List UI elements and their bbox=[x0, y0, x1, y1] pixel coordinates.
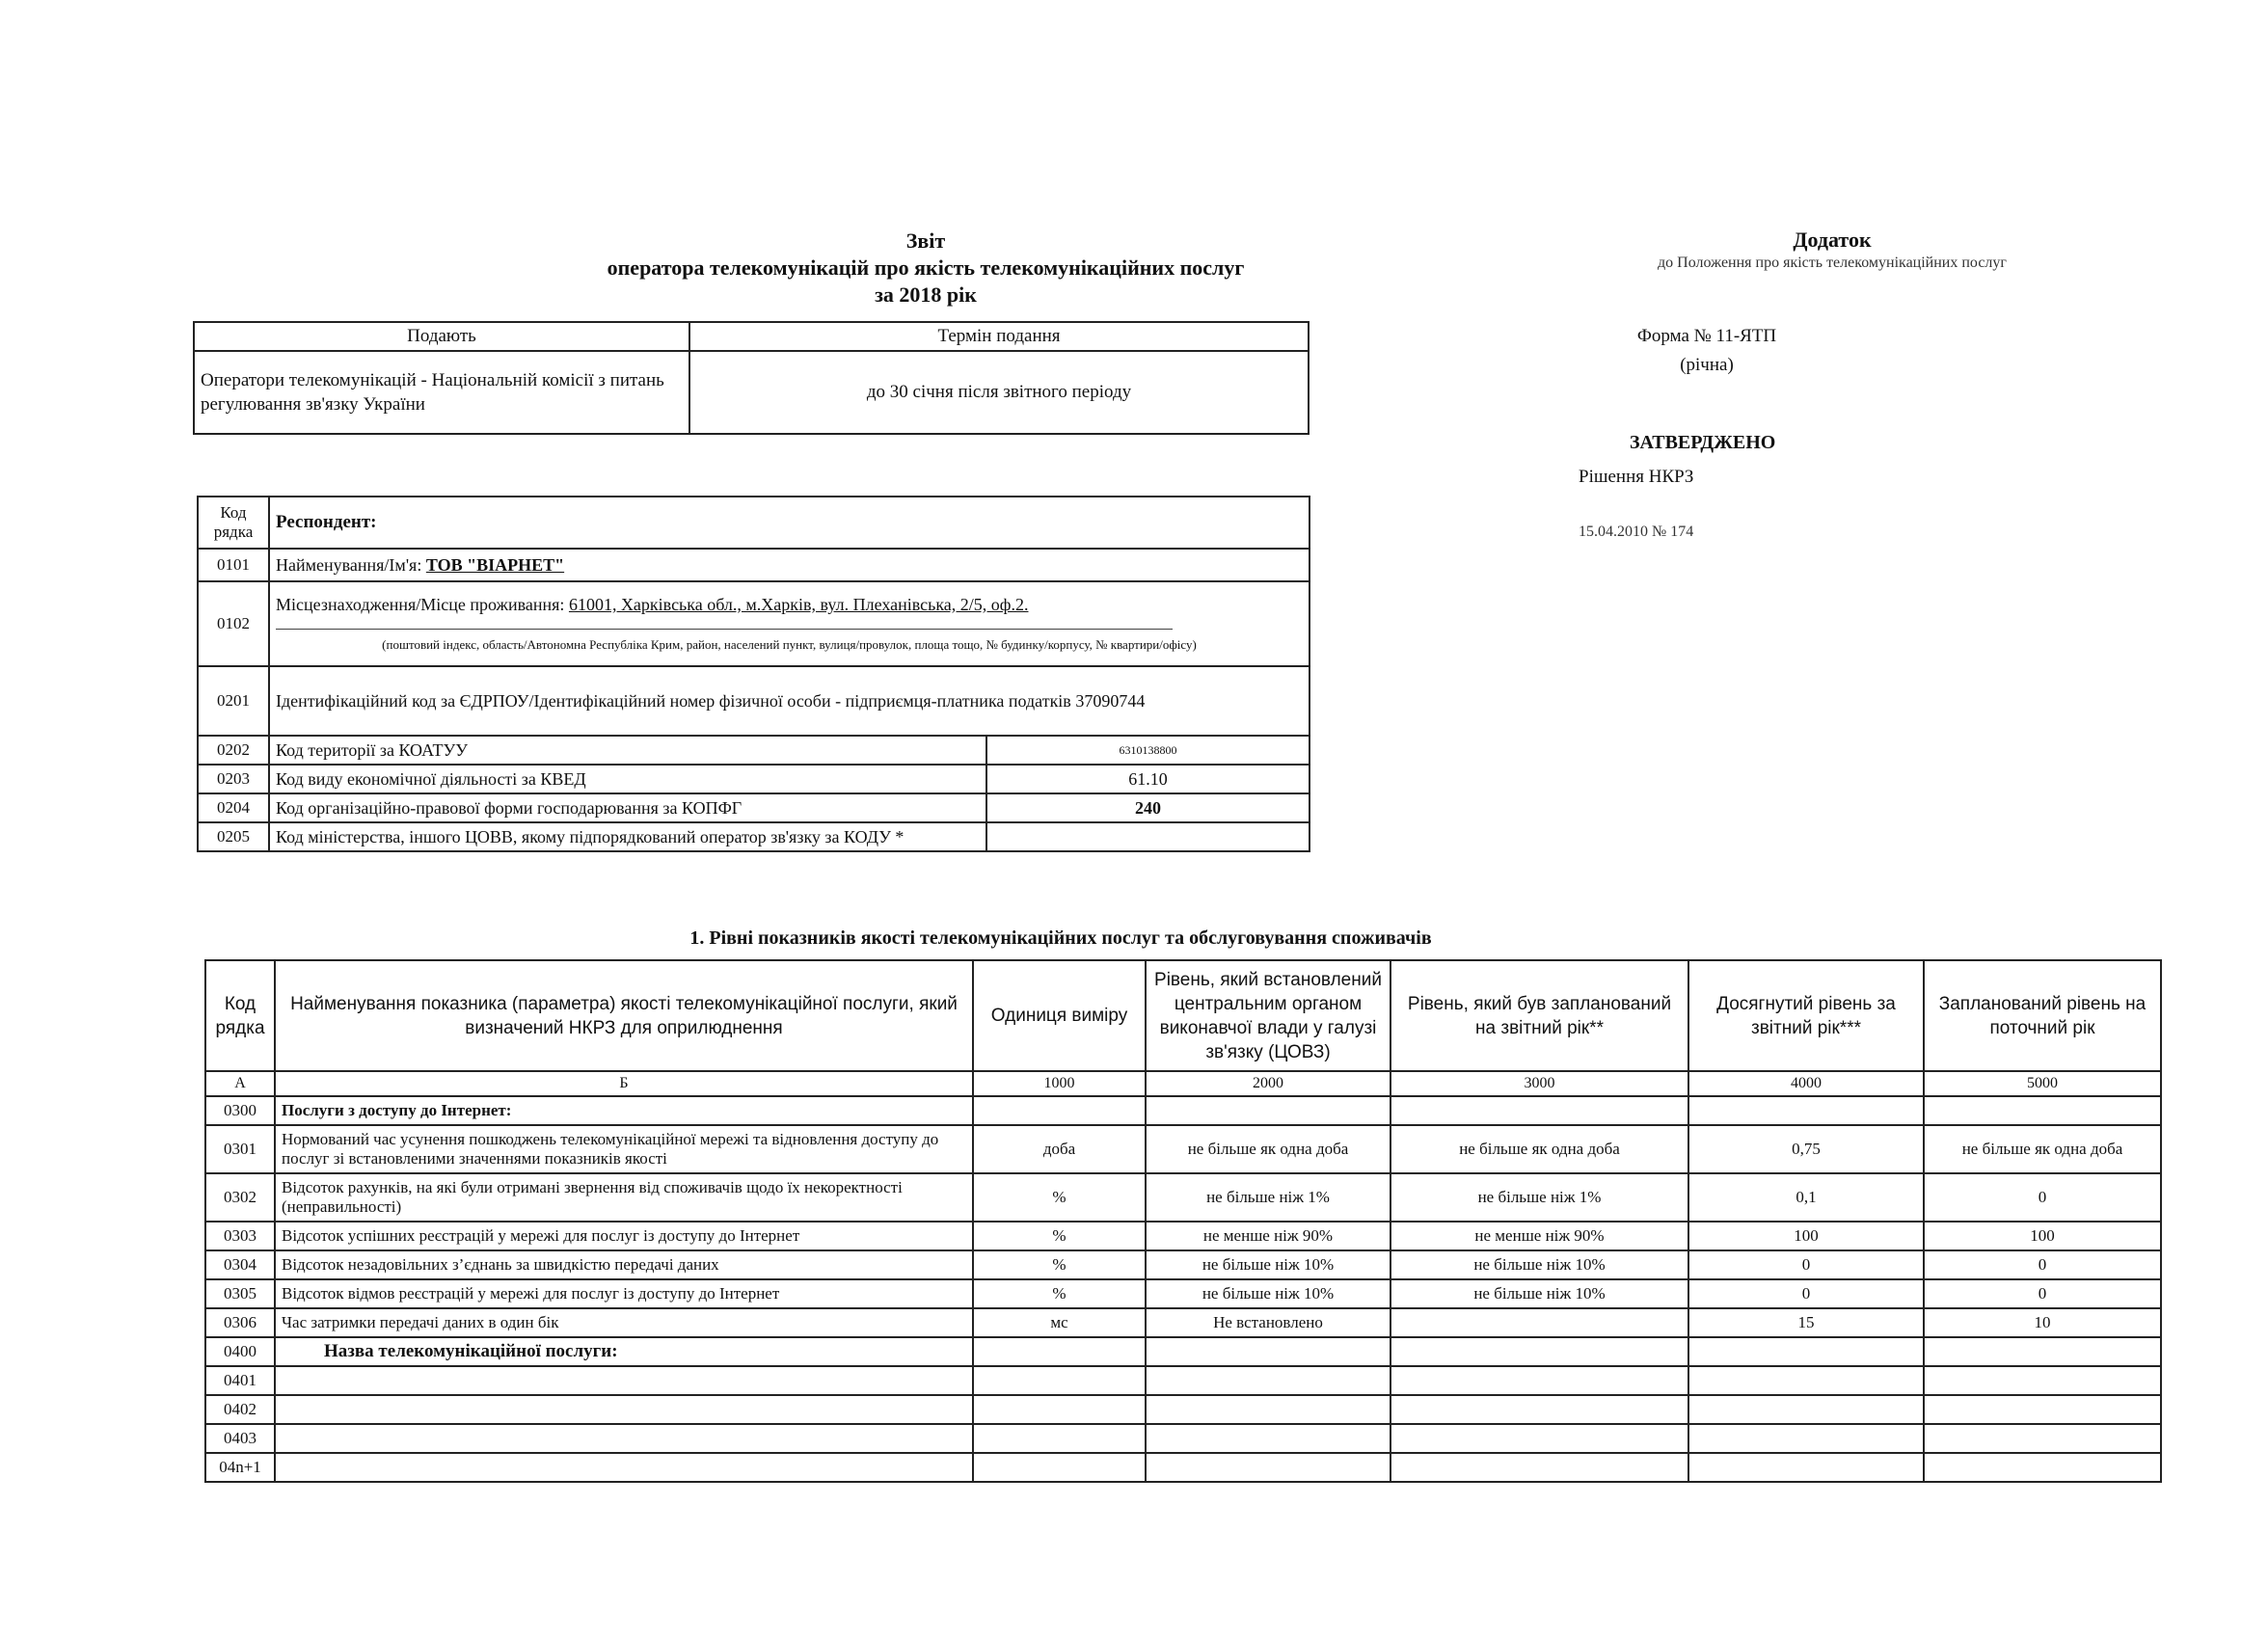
indicator-unit: доба bbox=[973, 1125, 1146, 1173]
respondent-name-value: ТОВ "ВІАРНЕТ" bbox=[425, 554, 565, 575]
indicator-planned: не більше як одна доба bbox=[1390, 1125, 1688, 1173]
table-row bbox=[198, 822, 1310, 851]
row-code: 0401 bbox=[205, 1366, 275, 1395]
row-value: 61.10 bbox=[986, 765, 1310, 793]
table-row bbox=[205, 1279, 2161, 1308]
table-row bbox=[205, 1366, 2161, 1395]
deadline-value: до 30 січня після звітного періоду bbox=[689, 351, 1309, 434]
row-code: 0304 bbox=[205, 1250, 275, 1279]
indicator-cov: не більше ніж 10% bbox=[1146, 1279, 1390, 1308]
table-row bbox=[198, 793, 1310, 822]
table-row bbox=[205, 1173, 2161, 1222]
group-row bbox=[205, 1096, 2161, 1125]
col-header-cov: Рівень, який встановлений центральним органом виконавчої влади у галузі зв'язку (ЦОВЗ) bbox=[1146, 960, 1390, 1071]
addendum-block bbox=[1601, 228, 2064, 274]
addendum-subtitle: до Положення про якість телекомунікаційних послуг bbox=[1658, 255, 2007, 271]
row-code: 04n+1 bbox=[205, 1453, 275, 1482]
row-code: 0400 bbox=[205, 1337, 275, 1366]
approved-label: ЗАТВЕРДЖЕНО bbox=[1630, 432, 1776, 453]
indicator-name: Час затримки передачі даних в один бік bbox=[275, 1308, 973, 1337]
indicator-unit: % bbox=[973, 1222, 1146, 1250]
indicator-name: Нормований час усунення пошкоджень телекомунікаційної мережі та відновлення доступу до послуг зі встановленими значеннями показників якості bbox=[275, 1125, 973, 1173]
indicator-cov: Не встановлено bbox=[1146, 1308, 1390, 1337]
col-header-code: Код рядка bbox=[205, 960, 275, 1071]
row-code: 0102 bbox=[198, 581, 269, 666]
form-id-block bbox=[1601, 322, 1813, 380]
submitters-header: Подають bbox=[194, 322, 689, 351]
addendum-title: Додаток bbox=[1793, 228, 1872, 252]
table-row bbox=[198, 736, 1310, 765]
indicator-current: 0 bbox=[1924, 1250, 2161, 1279]
index-cell: 3000 bbox=[1390, 1071, 1688, 1096]
decision-label: Рішення НКРЗ bbox=[1579, 467, 1694, 487]
row-code: 0403 bbox=[205, 1424, 275, 1453]
report-title-block bbox=[501, 228, 1350, 309]
row-label: Код території за КОАТУУ bbox=[269, 736, 986, 765]
submitters-value: Оператори телекомунікацій - Національній комісії з питань регулювання зв'язку України bbox=[194, 351, 689, 434]
group-row bbox=[205, 1337, 2161, 1366]
group-title: Назва телекомунікаційної послуги: bbox=[275, 1337, 973, 1366]
group-title: Послуги з доступу до Інтернет: bbox=[275, 1096, 973, 1125]
index-cell: 1000 bbox=[973, 1071, 1146, 1096]
indicator-planned: не більше ніж 10% bbox=[1390, 1279, 1688, 1308]
col-header-planned: Рівень, який був запланований на звітний рік** bbox=[1390, 960, 1688, 1071]
col-header-achieved: Досягнутий рівень за звітний рік*** bbox=[1688, 960, 1924, 1071]
index-row bbox=[205, 1071, 2161, 1096]
respondent-id-value: 37090744 bbox=[1075, 690, 1146, 711]
row-code: 0201 bbox=[198, 666, 269, 736]
indicator-planned bbox=[1390, 1308, 1688, 1337]
row-code: 0301 bbox=[205, 1125, 275, 1173]
quality-indicators-table bbox=[204, 959, 2162, 1483]
indicator-achieved: 0,1 bbox=[1688, 1173, 1924, 1222]
form-number: Форма № 11-ЯТП bbox=[1636, 326, 1777, 346]
row-code: 0302 bbox=[205, 1173, 275, 1222]
row-code: 0202 bbox=[198, 736, 269, 765]
table-row bbox=[205, 1308, 2161, 1337]
indicator-cov: не більше як одна доба bbox=[1146, 1125, 1390, 1173]
indicator-unit: % bbox=[973, 1279, 1146, 1308]
indicator-current: 0 bbox=[1924, 1279, 2161, 1308]
respondent-table bbox=[197, 496, 1310, 852]
indicator-unit: % bbox=[973, 1173, 1146, 1222]
indicator-achieved: 0 bbox=[1688, 1250, 1924, 1279]
table-row bbox=[205, 1453, 2161, 1482]
indicator-current: 100 bbox=[1924, 1222, 2161, 1250]
indicator-planned: не менше ніж 90% bbox=[1390, 1222, 1688, 1250]
index-cell: 4000 bbox=[1688, 1071, 1924, 1096]
table-row bbox=[198, 581, 1310, 666]
indicator-name: Відсоток успішних реєстрацій у мережі для послуг із доступу до Інтернет bbox=[275, 1222, 973, 1250]
indicator-unit: мс bbox=[973, 1308, 1146, 1337]
row-value bbox=[986, 822, 1310, 851]
table-row bbox=[198, 666, 1310, 736]
col-header-current: Запланований рівень на поточний рік bbox=[1924, 960, 2161, 1071]
indicator-unit: % bbox=[973, 1250, 1146, 1279]
row-value: 6310138800 bbox=[986, 736, 1310, 765]
row-code: 0204 bbox=[198, 793, 269, 822]
indicator-achieved: 0,75 bbox=[1688, 1125, 1924, 1173]
indicator-current: 10 bbox=[1924, 1308, 2161, 1337]
respondent-code-header: Код рядка bbox=[198, 497, 269, 549]
row-label: Найменування/Ім'я: bbox=[276, 554, 422, 575]
table-row bbox=[198, 549, 1310, 581]
row-label: Ідентифікаційний код за ЄДРПОУ/Ідентифікаційний номер фізичної особи - підприємця-платника податків bbox=[276, 690, 1071, 711]
deadline-header: Термін подання bbox=[689, 322, 1309, 351]
row-label: Код міністерства, іншого ЦОВВ, якому підпорядкований оператор зв'язку за КОДУ * bbox=[269, 822, 986, 851]
indicator-current: 0 bbox=[1924, 1173, 2161, 1222]
indicator-planned: не більше ніж 1% bbox=[1390, 1173, 1688, 1222]
index-cell: 2000 bbox=[1146, 1071, 1390, 1096]
indicator-cov: не менше ніж 90% bbox=[1146, 1222, 1390, 1250]
col-header-unit: Одиниця виміру bbox=[973, 960, 1146, 1071]
indicator-achieved: 100 bbox=[1688, 1222, 1924, 1250]
report-subtitle: оператора телекомунікацій про якість телекомунікаційних послуг bbox=[607, 255, 1245, 280]
row-label: Код виду економічної діяльності за КВЕД bbox=[269, 765, 986, 793]
table-row bbox=[198, 765, 1310, 793]
row-label: Місцезнаходження/Місце проживання: bbox=[276, 595, 565, 614]
row-code: 0300 bbox=[205, 1096, 275, 1125]
address-note: (поштовий індекс, область/Автономна Республіка Крим, район, населений пункт, вулиця/провулок, площа тощо, № будинку/корпусу, № квартири/офісу) bbox=[382, 637, 1197, 652]
form-period: (річна) bbox=[1680, 355, 1734, 375]
indicator-current: не більше як одна доба bbox=[1924, 1125, 2161, 1173]
indicator-cov: не більше ніж 10% bbox=[1146, 1250, 1390, 1279]
submission-table bbox=[193, 321, 1310, 435]
indicator-achieved: 0 bbox=[1688, 1279, 1924, 1308]
row-code: 0306 bbox=[205, 1308, 275, 1337]
respondent-address-cell bbox=[269, 581, 1310, 666]
row-code: 0205 bbox=[198, 822, 269, 851]
report-year: за 2018 рік bbox=[875, 282, 977, 307]
report-title: Звіт bbox=[905, 228, 946, 253]
decision-date: 15.04.2010 № 174 bbox=[1579, 524, 1694, 540]
row-code: 0305 bbox=[205, 1279, 275, 1308]
respondent-name-cell bbox=[269, 549, 1310, 581]
table-row bbox=[205, 1424, 2161, 1453]
table-row bbox=[205, 1250, 2161, 1279]
index-cell: А bbox=[205, 1071, 275, 1096]
row-value: 240 bbox=[986, 793, 1310, 822]
indicator-achieved: 15 bbox=[1688, 1308, 1924, 1337]
indicator-name: Відсоток рахунків, на які були отримані звернення від споживачів щодо їх некоректності (неправильності) bbox=[275, 1173, 973, 1222]
section-title: 1. Рівні показників якості телекомунікаційних послуг та обслуговування споживачів bbox=[689, 927, 1432, 949]
respondent-address-value: 61001, Харківська обл., м.Харків, вул. Плеханівська, 2/5, оф.2. bbox=[568, 595, 1029, 614]
row-code: 0203 bbox=[198, 765, 269, 793]
indicator-name: Відсоток незадовільних з’єднань за швидкістю передачі даних bbox=[275, 1250, 973, 1279]
address-underline bbox=[276, 615, 1173, 630]
table-row bbox=[205, 1125, 2161, 1173]
respondent-id-cell bbox=[269, 666, 1310, 736]
respondent-title: Респондент: bbox=[269, 497, 1310, 549]
table-row bbox=[205, 1395, 2161, 1424]
indicator-cov: не більше ніж 1% bbox=[1146, 1173, 1390, 1222]
table-row bbox=[205, 1222, 2161, 1250]
row-label: Код організаційно-правової форми господарювання за КОПФГ bbox=[269, 793, 986, 822]
row-code: 0101 bbox=[198, 549, 269, 581]
row-code: 0402 bbox=[205, 1395, 275, 1424]
row-code: 0303 bbox=[205, 1222, 275, 1250]
indicator-name: Відсоток відмов реєстрацій у мережі для послуг із доступу до Інтернет bbox=[275, 1279, 973, 1308]
index-cell: Б bbox=[275, 1071, 973, 1096]
col-header-name: Найменування показника (параметра) якості телекомунікаційної послуги, який визначений НКРЗ для оприлюднення bbox=[275, 960, 973, 1071]
indicator-planned: не більше ніж 10% bbox=[1390, 1250, 1688, 1279]
index-cell: 5000 bbox=[1924, 1071, 2161, 1096]
